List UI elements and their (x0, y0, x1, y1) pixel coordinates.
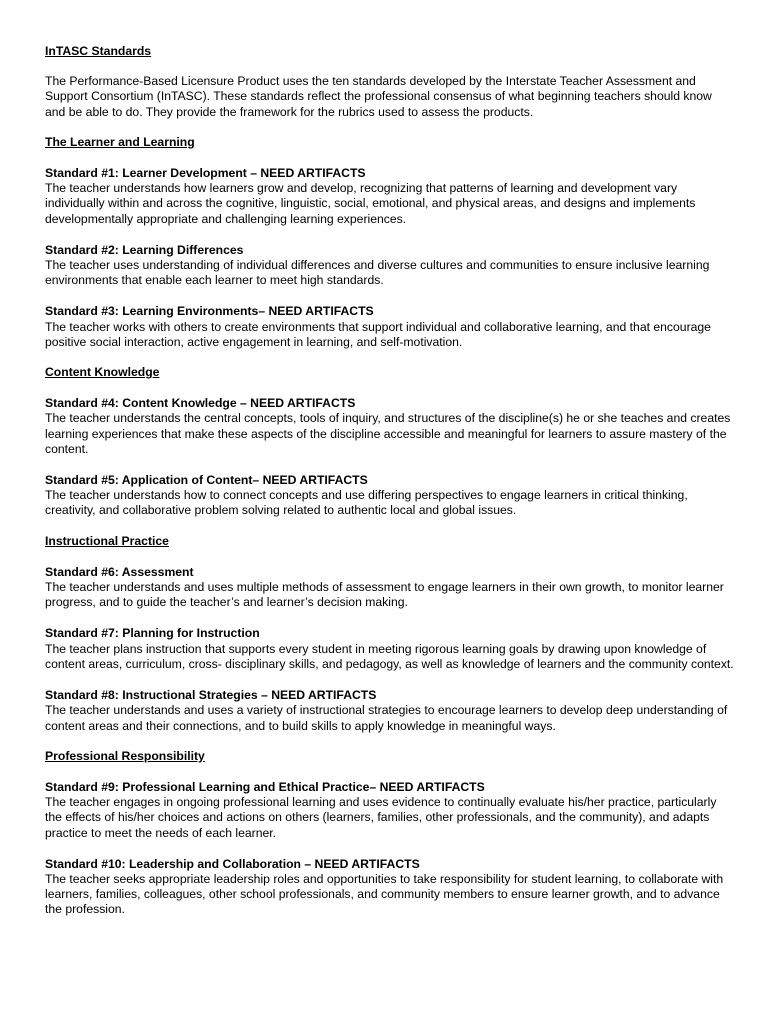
section-heading: Professional Responsibility (45, 748, 205, 763)
section-content-knowledge (45, 365, 735, 519)
standard-9 (45, 780, 735, 841)
intro-paragraph: The Performance-Based Licensure Product uses the ten standards developed by the Interstate Teacher Assessment and Support Consortium (InTASC). These standards reflect the professional consensus of what beginning teachers should know and be able to do. They provide the framework for the rubrics used to assess the products. (45, 74, 712, 119)
standard-3 (45, 304, 735, 350)
standard-description: The teacher understands the central concepts, tools of inquiry, and structures of the discipline(s) he or she teaches and creates learning experiences that make these aspects of the discipline accessible and meaningful for learners to assure mastery of the content. (45, 411, 731, 456)
standard-2 (45, 243, 735, 289)
standard-description: The teacher works with others to create environments that support individual and collaborative learning, and that encourage positive social interaction, active engagement in learning, and self-motivation. (45, 319, 711, 349)
standard-title: Standard #6: Assessment (45, 564, 194, 579)
standard-4 (45, 396, 735, 457)
section-heading: The Learner and Learning (45, 134, 195, 149)
standard-title: Standard #3: Learning Environments– NEED ARTIFACTS (45, 304, 374, 319)
standard-description: The teacher uses understanding of individual differences and diverse cultures and communities to ensure inclusive learning environments that enable each learner to meet high standards. (45, 258, 710, 288)
standard-title: Standard #10: Leadership and Collaboration – NEED ARTIFACTS (45, 856, 420, 871)
section-heading: Instructional Practice (45, 533, 169, 548)
section-professional-responsibility (45, 749, 735, 918)
section-instructional-practice (45, 534, 735, 734)
standard-6 (45, 565, 735, 611)
document-page (45, 44, 735, 933)
standard-title: Standard #1: Learner Development – NEED ARTIFACTS (45, 166, 366, 181)
standard-1 (45, 166, 735, 227)
standard-8 (45, 688, 735, 734)
standard-5 (45, 473, 735, 519)
standard-title: Standard #5: Application of Content– NEED ARTIFACTS (45, 473, 368, 488)
standard-description: The teacher understands how learners grow and develop, recognizing that patterns of learning and development vary individually within and across the cognitive, linguistic, social, emotional, and physical areas, and designs and implements developmentally appropriate and challenging learning experiences. (45, 181, 696, 226)
standard-description: The teacher understands how to connect concepts and use differing perspectives to engage learners in critical thinking, creativity, and collaborative problem solving related to authentic local and global issues. (45, 488, 688, 518)
standard-description: The teacher engages in ongoing professional learning and uses evidence to continually evaluate his/her practice, particularly the effects of his/her choices and actions on others (learners, families, other professionals, and the community), and adapts practice to meet the needs of each learner. (45, 795, 717, 840)
standard-7 (45, 626, 735, 672)
section-heading: Content Knowledge (45, 365, 160, 380)
standard-title: Standard #4: Content Knowledge – NEED ARTIFACTS (45, 396, 356, 411)
standard-description: The teacher plans instruction that supports every student in meeting rigorous learning goals by drawing upon knowledge of content areas, curriculum, cross- disciplinary skills, and pedagogy, as well as knowledge of learners and the community context. (45, 641, 734, 671)
standard-title: Standard #2: Learning Differences (45, 242, 244, 257)
standard-title: Standard #7: Planning for Instruction (45, 626, 260, 641)
standard-description: The teacher understands and uses a variety of instructional strategies to encourage learners to develop deep understanding of content areas and their connections, and to build skills to apply knowledge in meaningful ways. (45, 703, 728, 733)
standard-description: The teacher understands and uses multiple methods of assessment to engage learners in their own growth, to monitor learner progress, and to guide the teacher’s and learner’s decision making. (45, 580, 724, 610)
document-title: InTASC Standards (45, 44, 152, 58)
standard-title: Standard #9: Professional Learning and Ethical Practice– NEED ARTIFACTS (45, 779, 485, 794)
standard-description: The teacher seeks appropriate leadership roles and opportunities to take responsibility for student learning, to collaborate with learners, families, colleagues, other school professionals, and community members to ensure learner growth, and to advance the profession. (45, 871, 724, 917)
standard-10 (45, 857, 735, 918)
section-learner-and-learning (45, 135, 735, 350)
standard-title: Standard #8: Instructional Strategies – NEED ARTIFACTS (45, 688, 377, 703)
